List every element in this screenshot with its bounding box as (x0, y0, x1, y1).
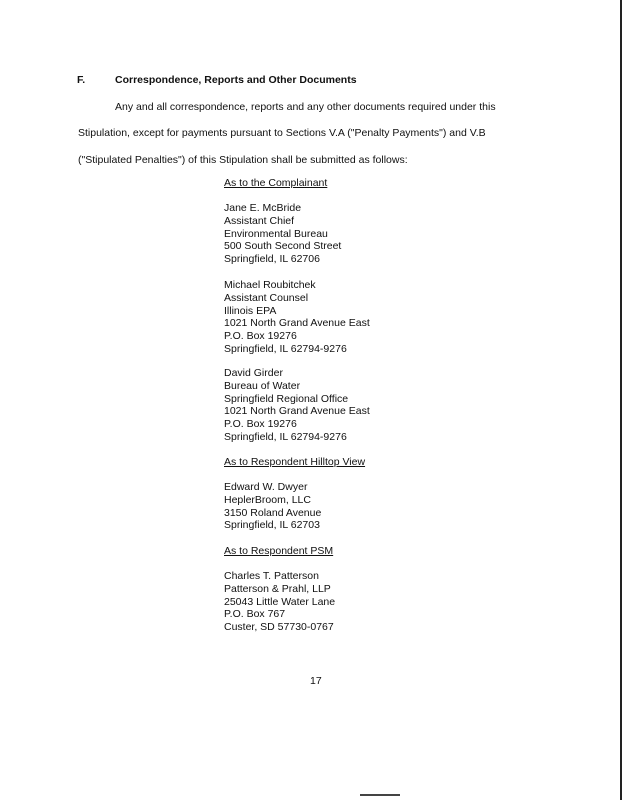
paragraph-line-2: Stipulation, except for payments pursuant to Sections V.A ("Penalty Payments") and V.B (78, 127, 486, 139)
address-line: Charles T. Patterson (224, 570, 319, 582)
address-block-patterson (224, 570, 335, 634)
address-line: Patterson & Prahl, LLP (224, 582, 331, 595)
section-heading (77, 74, 357, 86)
address-line: Springfield, IL 62703 (224, 519, 320, 532)
address-line: P.O. Box 19276 (224, 330, 297, 343)
address-line: 1021 North Grand Avenue East (224, 317, 370, 330)
address-line: Custer, SD 57730-0767 (224, 621, 334, 634)
hilltop-heading: As to Respondent Hilltop View (224, 456, 366, 468)
section-letter: F. (77, 74, 86, 86)
address-line: HeplerBroom, LLC (224, 493, 311, 506)
psm-heading: As to Respondent PSM (224, 545, 334, 557)
paragraph-line-3: ("Stipulated Penalties") of this Stipulation shall be submitted as follows: (78, 154, 408, 166)
address-line: P.O. Box 767 (224, 608, 286, 621)
paragraph-line-1: Any and all correspondence, reports and any other documents required under this (115, 101, 496, 113)
section-title: Correspondence, Reports and Other Documents (115, 74, 357, 86)
complainant-heading: As to the Complainant (224, 177, 328, 189)
address-line: Assistant Chief (224, 214, 295, 227)
address-line: P.O. Box 19276 (224, 418, 297, 431)
address-line: Springfield Regional Office (224, 392, 349, 405)
scan-edge (620, 0, 622, 800)
address-line: 25043 Little Water Lane (224, 595, 336, 608)
scan-artifact (360, 794, 400, 796)
address-line: Springfield, IL 62794-9276 (224, 342, 347, 355)
page-number: 17 (310, 675, 322, 687)
address-line: Edward W. Dwyer (224, 481, 308, 493)
address-block-roubitchek (224, 279, 370, 356)
address-line: Illinois EPA (224, 304, 277, 317)
address-line: Springfield, IL 62794-9276 (224, 430, 347, 443)
address-line: Jane E. McBride (224, 202, 302, 214)
address-line: Springfield, IL 62706 (224, 253, 320, 266)
address-line: Michael Roubitchek (224, 279, 316, 291)
address-block-mcbride (224, 202, 341, 266)
address-line: Bureau of Water (224, 379, 301, 392)
address-block-dwyer (224, 481, 321, 532)
address-line: 500 South Second Street (224, 240, 342, 253)
address-block-girder (224, 367, 370, 444)
address-line: 3150 Roland Avenue (224, 506, 322, 519)
address-line: 1021 North Grand Avenue East (224, 405, 370, 418)
address-line: Assistant Counsel (224, 291, 309, 304)
address-line: David Girder (224, 367, 283, 379)
address-line: Environmental Bureau (224, 227, 328, 240)
